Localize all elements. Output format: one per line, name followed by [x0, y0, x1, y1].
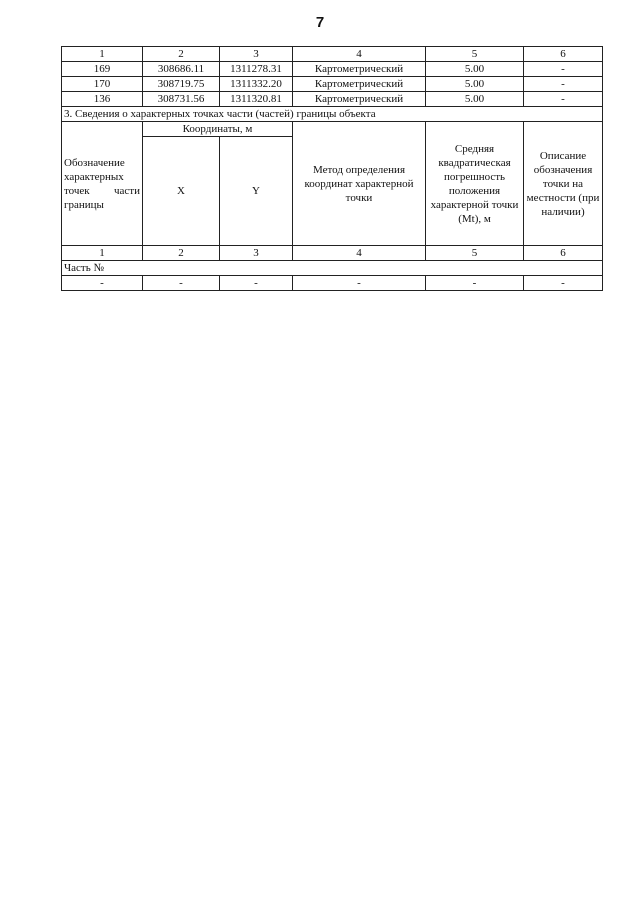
column-number: 3 [220, 47, 293, 62]
coordinates-header: Координаты, м [143, 122, 293, 137]
point-cell: 169 [62, 62, 143, 77]
empty-cell: - [293, 276, 426, 291]
x-cell: 308719.75 [143, 77, 220, 92]
column-number: 5 [426, 246, 524, 261]
section-title: 3. Сведения о характерных точках части (частей) границы объекта [62, 107, 603, 122]
column-number: 2 [143, 47, 220, 62]
y-cell: 1311320.81 [220, 92, 293, 107]
column-number: 3 [220, 246, 293, 261]
table-row [62, 62, 603, 77]
description-header: Описание обозначения точки на местности (при наличии) [524, 122, 603, 246]
y-cell: 1311332.20 [220, 77, 293, 92]
x-cell: 308686.11 [143, 62, 220, 77]
accuracy-cell: 5.00 [426, 77, 524, 92]
point-cell: 136 [62, 92, 143, 107]
empty-cell: - [426, 276, 524, 291]
point-designation-header: Обозначение характерных точек части границы [62, 122, 143, 246]
column-number: 6 [524, 47, 603, 62]
page-number: 7 [315, 14, 325, 31]
column-number: 1 [62, 47, 143, 62]
empty-cell: - [524, 276, 603, 291]
table-row [62, 77, 603, 92]
method-cell: Картометрический [293, 92, 426, 107]
column-number: 5 [426, 47, 524, 62]
accuracy-cell: 5.00 [426, 92, 524, 107]
description-cell: - [524, 92, 603, 107]
method-cell: Картометрический [293, 77, 426, 92]
coordinates-table [61, 46, 603, 291]
column-number: 6 [524, 246, 603, 261]
section-title-row [62, 107, 603, 122]
part-label-row [62, 261, 603, 276]
description-cell: - [524, 62, 603, 77]
y-header: Y [220, 137, 293, 246]
method-header: Метод определения координат характерной точки [293, 122, 426, 246]
header-row-coordinates [62, 122, 603, 137]
column-number: 4 [293, 47, 426, 62]
column-numbering-row [62, 246, 603, 261]
x-cell: 308731.56 [143, 92, 220, 107]
column-number: 1 [62, 246, 143, 261]
column-numbering-row [62, 47, 603, 62]
part-label: Часть № [62, 261, 603, 276]
table-row [62, 276, 603, 291]
empty-cell: - [143, 276, 220, 291]
method-cell: Картометрический [293, 62, 426, 77]
empty-cell: - [62, 276, 143, 291]
point-cell: 170 [62, 77, 143, 92]
description-cell: - [524, 77, 603, 92]
table-row [62, 92, 603, 107]
accuracy-cell: 5.00 [426, 62, 524, 77]
y-cell: 1311278.31 [220, 62, 293, 77]
column-number: 2 [143, 246, 220, 261]
empty-cell: - [220, 276, 293, 291]
x-header: X [143, 137, 220, 246]
column-number: 4 [293, 246, 426, 261]
accuracy-header: Средняя квадратическая погрешность положения характерной точки (Mt), м [426, 122, 524, 246]
